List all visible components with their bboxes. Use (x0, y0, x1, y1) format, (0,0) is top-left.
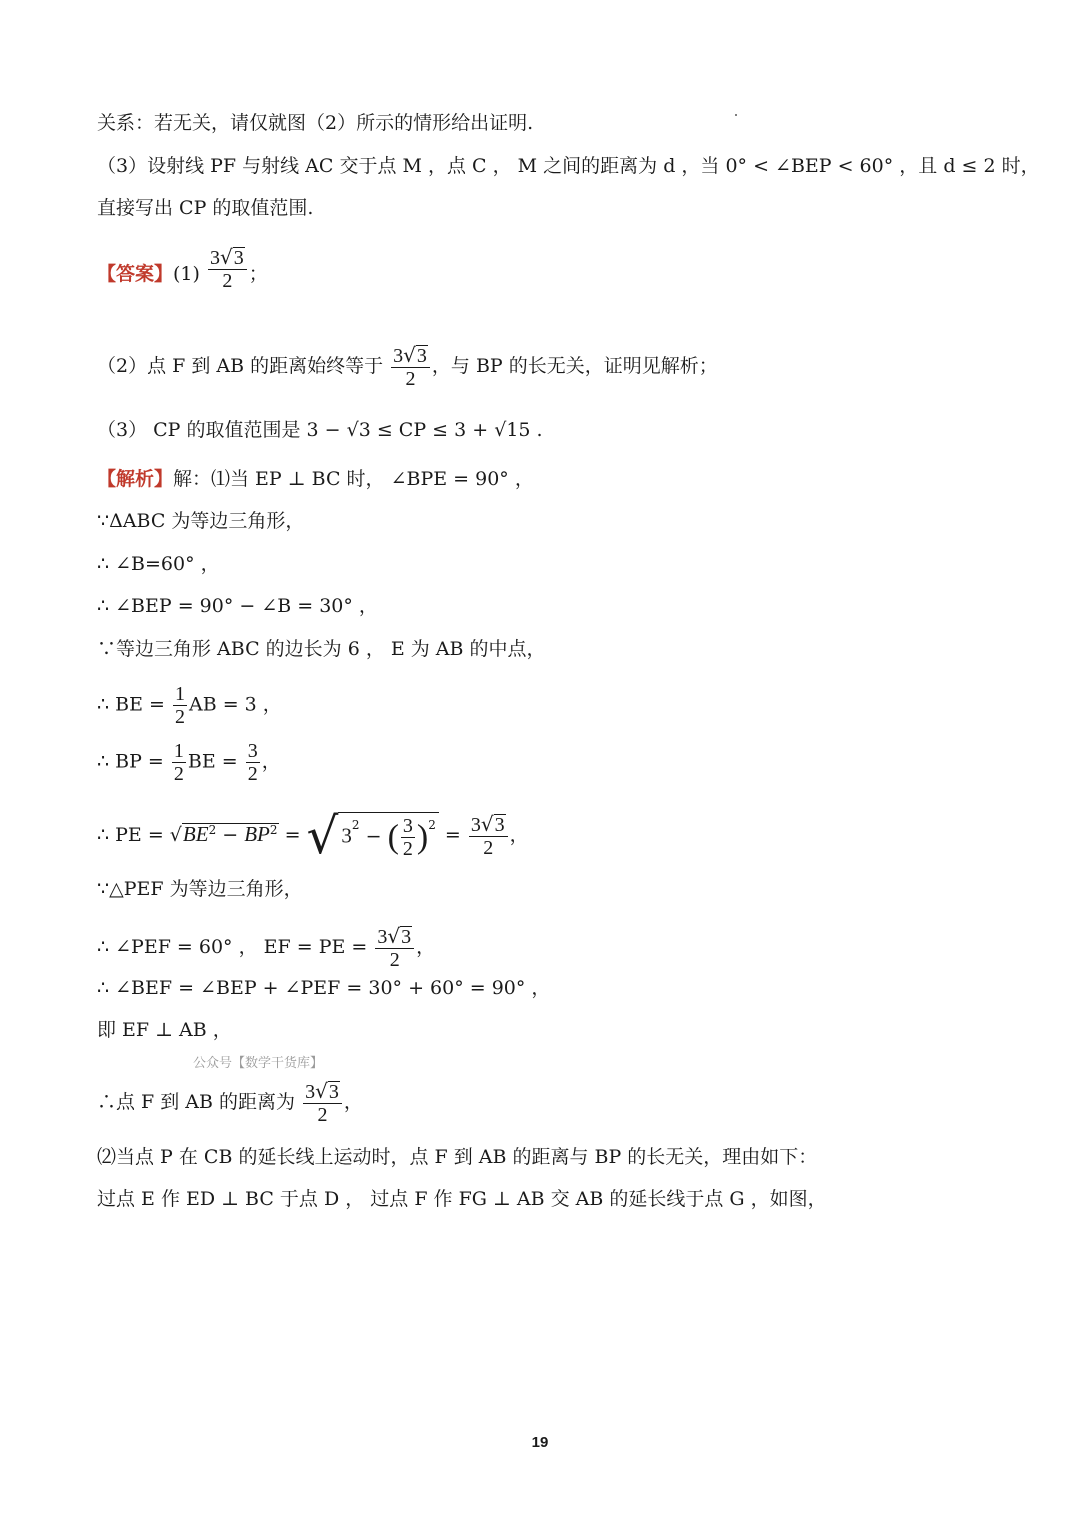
eq-text: ， (416, 936, 436, 958)
denominator: 2 (483, 837, 494, 859)
radicand: 3 (416, 345, 427, 367)
speck (735, 114, 737, 116)
page-number: 19 (531, 1434, 549, 1451)
denominator: 2 (317, 1104, 328, 1126)
equation-bp (97, 740, 281, 785)
equation-be (97, 683, 282, 728)
analysis-line (97, 465, 534, 493)
fraction: $\frac{3√3}{2}$ (469, 813, 508, 859)
eq-text: ∴ BE = (97, 693, 165, 716)
exponent: 2 (269, 823, 278, 837)
term: 3 (341, 823, 352, 848)
fraction: $\frac{3√3}{2}$ (303, 1080, 342, 1126)
equation-ef (97, 925, 435, 971)
conclusion-line (97, 1080, 363, 1126)
text-line: 直接写出 CP 的取值范围. (97, 197, 314, 219)
answer-text: ，与 BP 的长无关，证明见解析； (431, 355, 718, 377)
operator: − (222, 824, 239, 846)
answer-tag: 【答案】 (97, 263, 174, 285)
numerator: 1 (173, 740, 184, 762)
answer-line-3: （3） CP 的取值范围是 3 − √3 ≤ CP ≤ 3 + √15 . (97, 419, 543, 441)
analysis-tag: 【解析】 (97, 468, 174, 490)
operator: − (365, 825, 382, 848)
radicand: 3 (233, 247, 244, 269)
answer-line-2 (97, 344, 718, 390)
equation-pe: ∴ PE = $√BE^2 - BP^2$ = √ $3^2$ − ( $\frac{3}{2}$ )$^2$ = $\frac{3√3}{2}$ ， (97, 807, 529, 865)
exponent: 2 (351, 818, 360, 832)
denominator: 2 (402, 838, 413, 860)
answer-text: （2）点 F 到 AB 的距离始终等于 (97, 355, 384, 377)
radicand: 3 (401, 926, 412, 948)
fraction (173, 683, 187, 728)
fraction: $\frac{3√3}{2}$ (208, 246, 247, 292)
numerator: 3 (402, 815, 413, 837)
big-sqrt: √ $3^2$ − ( $\frac{3}{2}$ )$^2$ (307, 812, 439, 860)
text-line: ∴ ∠BEF = ∠BEP + ∠PEF = 30° + 60° = 90° ， (97, 977, 551, 999)
eq-text: ， (343, 1091, 363, 1113)
sqrt-expression (182, 823, 279, 845)
answer-line-1 (97, 245, 268, 292)
punct: ； (248, 263, 268, 285)
fraction (401, 815, 415, 860)
exponent: 2 (208, 823, 217, 837)
text-line: ∴ ∠B=60° ， (97, 553, 220, 575)
analysis-text: 解：⑴当 EP ⊥ BC 时， ∠BPE = 90° ， (173, 468, 534, 490)
text-line: 过点 E 作 ED ⊥ BC 于点 D ， 过点 F 作 FG ⊥ AB 交 AB 的延长线于点 G ，如图， (97, 1188, 827, 1210)
coef: 3 (209, 247, 220, 269)
coef: 3 (305, 1081, 316, 1103)
denominator: 2 (174, 706, 185, 728)
eq-text: AB = 3 ， (188, 693, 282, 716)
answer-part-label: (1) (173, 263, 200, 285)
text-line: （3）设射线 PF 与射线 AC 交于点 M ，点 C ， M 之间的距离为 d ，当 0° < ∠BEP < 60° ，且 d ≤ 2 时， (97, 155, 1040, 177)
watermark: 公众号【数学干货库】 (193, 1056, 324, 1071)
text-line: ∵ΔABC 为等边三角形， (97, 510, 305, 532)
numerator: 1 (174, 683, 185, 705)
exponent: 2 (428, 818, 436, 832)
text-line: ⑵当点 P 在 CB 的延长线上运动时，点 F 到 AB 的距离与 BP 的长无关，理由如下： (97, 1146, 818, 1168)
coef: 3 (470, 814, 481, 836)
denominator: 2 (173, 763, 184, 785)
eq-text: ， (261, 750, 281, 773)
eq-text: ∴ PE = (97, 824, 164, 846)
text-line: ∴ ∠BEP = 90° − ∠B = 30° ， (97, 595, 378, 617)
denominator: 2 (247, 763, 258, 785)
eq-text: ∴ BP = (97, 750, 164, 773)
eq-text: ∴ ∠PEF = 60° ， EF = PE = (97, 936, 368, 958)
text-line: 即 EF ⊥ AB ， (97, 1019, 232, 1041)
eq-text: ∴点 F 到 AB 的距离为 (97, 1091, 296, 1113)
term: BP (244, 822, 270, 846)
text-line: ∵等边三角形 ABC 的边长为 6 ， E 为 AB 的中点， (97, 638, 546, 660)
text-line: ∵△PEF 为等边三角形， (97, 878, 303, 900)
coef: 3 (393, 345, 404, 367)
eq-text: BE = (187, 750, 238, 773)
radicand: 3 (494, 814, 505, 836)
fraction: $\frac{3√3}{2}$ (375, 925, 414, 971)
fraction (172, 740, 186, 785)
fraction (246, 740, 260, 785)
term: BE (182, 822, 209, 846)
numerator: 3 (247, 740, 258, 762)
eq-text: ， (509, 824, 529, 846)
coef: 3 (377, 926, 388, 948)
radicand: 3 (328, 1081, 339, 1103)
denominator: 2 (405, 368, 416, 390)
denominator: 2 (389, 949, 400, 971)
text-line: 关系：若无关，请仅就图（2）所示的情形给出证明. (97, 112, 534, 134)
denominator: 2 (222, 270, 233, 292)
fraction: $\frac{3√3}{2}$ (391, 344, 430, 390)
